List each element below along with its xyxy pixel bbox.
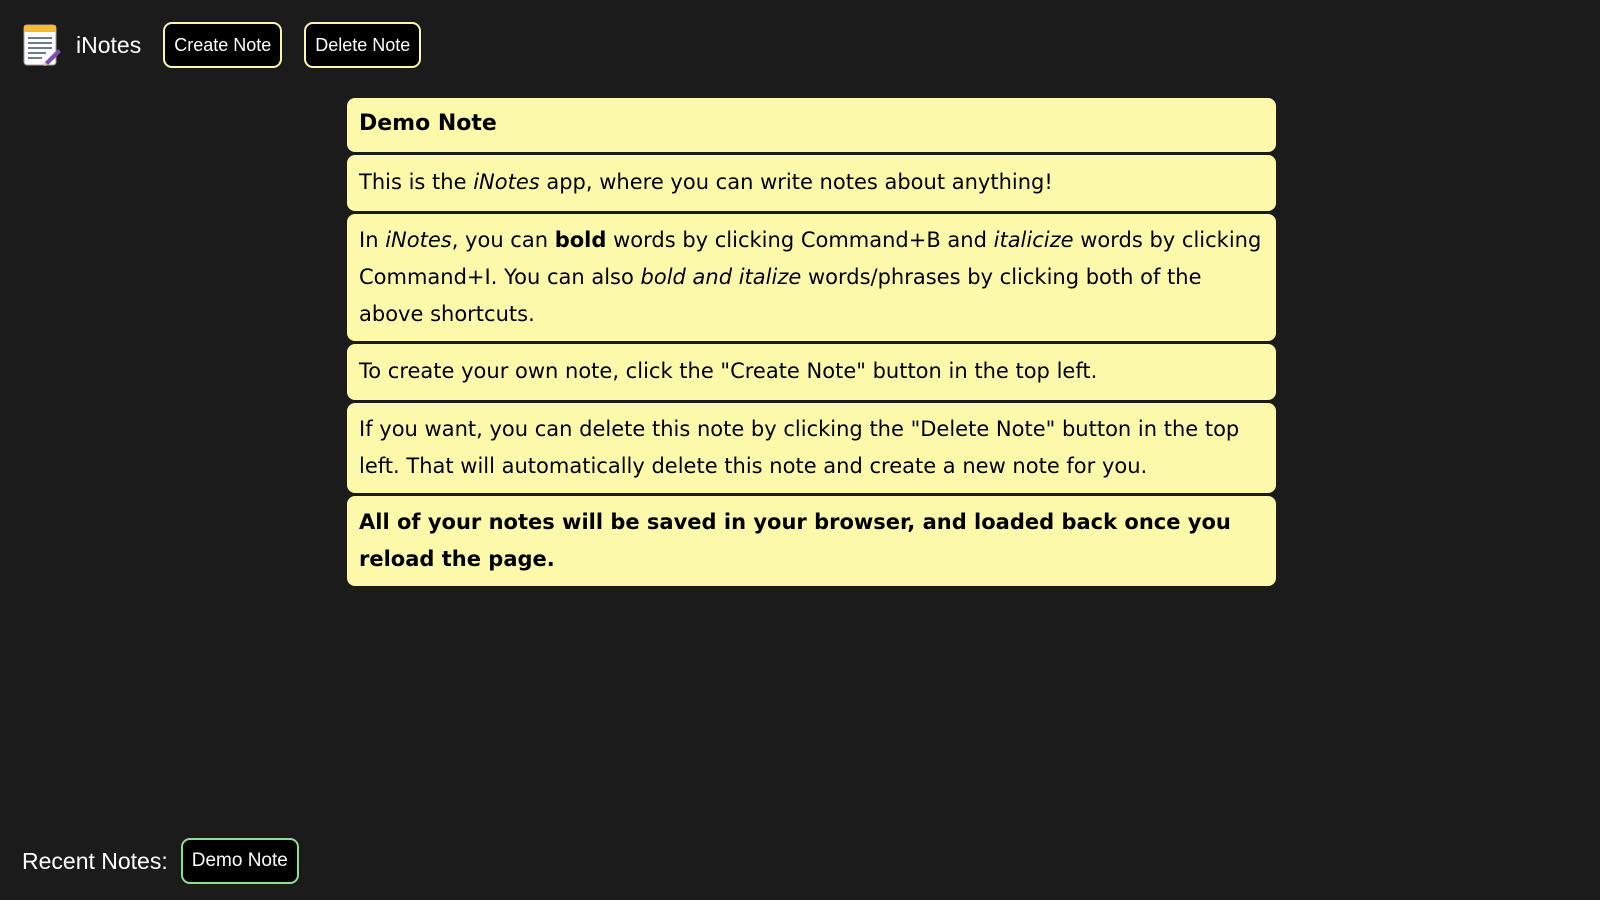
recent-note-button[interactable]: Demo Note [181,838,299,884]
note-paragraph[interactable]: If you want, you can delete this note by clicking the "Delete Note" button in the top left. That will automatically delete this note and create a new note for you. [347,403,1276,493]
recent-notes-bar [22,838,299,884]
create-note-button[interactable]: Create Note [163,22,282,68]
note-paragraph-bold[interactable]: All of your notes will be saved in your browser, and loaded back once you reload the page. [347,496,1276,586]
note-title[interactable]: Demo Note [347,98,1276,152]
note-paragraph[interactable]: To create your own note, click the "Create Note" button in the top left. [347,344,1276,400]
recent-notes-label: Recent Notes: [22,847,168,874]
top-toolbar [22,22,443,68]
note-paragraph[interactable]: This is the iNotes app, where you can write notes about anything! [347,155,1276,211]
note-paragraph[interactable]: In iNotes, you can bold words by clicking Command+B and italicize words by clicking Command+I. You can also bold and italize words/phrases by clicking both of the above shortcuts. [347,214,1276,341]
notepad-pencil-icon [22,23,62,67]
app-title: iNotes [76,31,142,58]
delete-note-button[interactable]: Delete Note [304,22,421,68]
note-editor[interactable] [347,98,1276,589]
